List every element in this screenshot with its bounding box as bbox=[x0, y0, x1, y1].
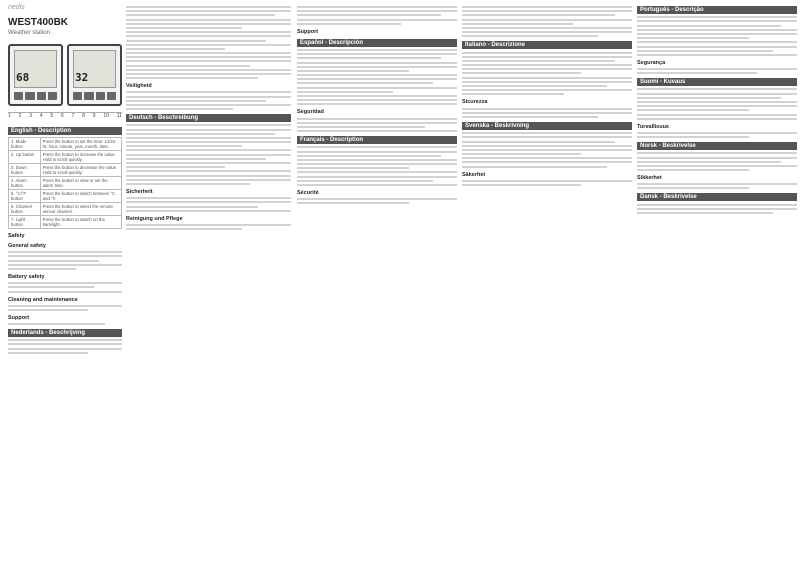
section-heading-suomi: Suomi - Kuvaus bbox=[637, 78, 797, 86]
sakerhet-heading: Säkerhet bbox=[462, 171, 486, 178]
securite-heading: Sécurité bbox=[297, 190, 319, 196]
model-title: WEST400BK bbox=[8, 17, 69, 28]
section-heading-dansk: Dansk - Beskrivelse bbox=[637, 193, 797, 201]
text-block bbox=[126, 6, 291, 79]
text-block bbox=[8, 305, 122, 311]
text-block bbox=[126, 197, 291, 212]
seguranca-heading: Segurança bbox=[637, 59, 666, 66]
device-illustration bbox=[8, 44, 122, 106]
text-block bbox=[462, 108, 632, 118]
battery-safety-heading: Battery safety bbox=[8, 273, 45, 280]
safety-heading: Safety bbox=[8, 233, 25, 239]
sicherheit-heading: Sicherheit bbox=[126, 188, 153, 195]
text-block bbox=[297, 198, 457, 204]
turvallisuus-heading: Turvallisuus bbox=[637, 123, 669, 130]
text-block bbox=[637, 152, 797, 171]
section-heading-english: English - Description bbox=[8, 127, 122, 135]
lcd-digits: 68 bbox=[16, 71, 30, 84]
text-block bbox=[637, 88, 797, 119]
text-block bbox=[8, 282, 122, 292]
brand-logo: nedis bbox=[8, 4, 25, 11]
section-heading-francais: Français - Description bbox=[297, 136, 457, 144]
text-block bbox=[462, 180, 632, 186]
text-block bbox=[297, 6, 457, 25]
text-block bbox=[637, 16, 797, 56]
text-block bbox=[8, 339, 122, 354]
text-block bbox=[462, 6, 632, 37]
text-block bbox=[462, 132, 632, 168]
section-heading-nederlands: Nederlands - Beschrijving bbox=[8, 329, 122, 337]
callout-numbers: 1 2 3 4 5 6 7 8 9 10 11 bbox=[8, 112, 122, 123]
column-1 bbox=[8, 0, 122, 567]
support-heading: Support bbox=[8, 314, 30, 321]
text-block bbox=[297, 118, 457, 133]
support-heading-de: Support bbox=[297, 28, 319, 35]
section-heading-portugues: Português - Descrição bbox=[637, 6, 797, 14]
seguridad-heading: Seguridad bbox=[297, 109, 324, 116]
text-block bbox=[8, 251, 122, 270]
text-block bbox=[126, 91, 291, 110]
reinigung-heading: Reinigung und Pflege bbox=[126, 215, 183, 222]
text-block bbox=[637, 183, 797, 189]
general-safety-heading: General safety bbox=[8, 243, 46, 249]
text-block bbox=[126, 224, 291, 230]
text-block bbox=[297, 49, 457, 105]
column-5 bbox=[637, 0, 797, 567]
text-block bbox=[126, 124, 291, 185]
text-block bbox=[637, 68, 797, 74]
button-row bbox=[73, 92, 116, 100]
sikkerhet-heading: Sikkerhet bbox=[637, 175, 662, 182]
text-block bbox=[462, 52, 632, 96]
column-3 bbox=[297, 0, 457, 567]
text-block bbox=[637, 204, 797, 214]
product-subtitle: Weather station bbox=[8, 30, 50, 36]
text-block bbox=[8, 323, 122, 325]
text-block bbox=[637, 132, 797, 138]
cleaning-heading: Cleaning and maintenance bbox=[8, 296, 78, 303]
section-heading-espanol: Español - Descripción bbox=[297, 39, 457, 47]
button-row bbox=[14, 92, 57, 100]
column-4 bbox=[462, 0, 632, 567]
section-heading-norsk: Norsk - Beskrivelse bbox=[637, 142, 797, 150]
weather-station-front bbox=[8, 44, 63, 106]
text-block bbox=[297, 146, 457, 186]
section-heading-svenska: Svenska - Beskrivning bbox=[462, 122, 632, 130]
lcd-digits: 32 bbox=[75, 71, 89, 84]
english-description-table: 1. Mode button Press the button to set the time: 12/24 hr, hour, minute, year, month, date. 2. Up button Press the button to increase the value. Hold to scroll quickly. 3. Down button Press the button to decrease the value. Hold to scroll quickly. 4. Alarm button Press the button to view or set the alarm time. 5. °C/°F button Press the button to switch between °C and °F. 6. Channel button Press the button to select the remote sensor channel. 7. Light button Press the button to switch on the backlight. bbox=[8, 137, 122, 229]
section-heading-deutsch: Deutsch - Beschreibung bbox=[126, 114, 291, 122]
weather-station-back bbox=[67, 44, 122, 106]
column-2 bbox=[126, 0, 291, 567]
veiligheid-heading: Veiligheid bbox=[126, 83, 152, 90]
sicurezza-heading: Sicurezza bbox=[462, 99, 488, 106]
section-heading-italiano: Italiano - Descrizione bbox=[462, 41, 632, 49]
